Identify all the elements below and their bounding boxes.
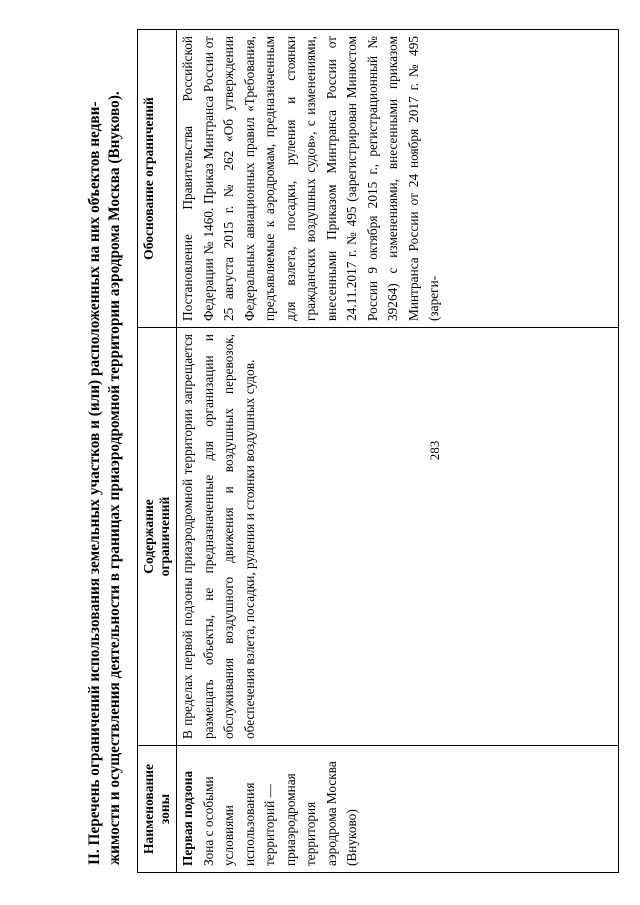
header-content: Содержание ограничений: [138, 328, 177, 746]
zone-description: Зона с особыми условиями использования территорий — приаэродромная территория аэродрома Москва (Внуково): [200, 761, 359, 866]
title-line-2: жимости и осуществления деятельности в границах приаэродромной территории аэродрома Москва (Внуково).: [106, 91, 123, 865]
title-line-1: II. Перечень ограничений использования земельных участков и (или) расположенных на них объектов недви-: [86, 101, 103, 865]
header-basis: Обоснование ограничений: [138, 30, 177, 328]
header-zone: Наименование зоны: [138, 746, 177, 873]
restrictions-table: [137, 29, 619, 873]
cell-content: В пределах первой подзоны приаэродромной территории запрещается размещать объекты, не предназначенные для организации и обслуживания воздушного движения и воздушных перевозок, обеспечения взлета, посадки, руления и стоянки воздушных судов.: [177, 328, 619, 746]
page-number: 283: [427, 440, 442, 461]
cell-zone: [177, 746, 619, 873]
zone-name: Первая подзона: [180, 770, 195, 866]
rotated-page: [85, 28, 585, 873]
table-header-row: [138, 30, 177, 873]
table-row: [177, 30, 619, 873]
document-title: [85, 35, 125, 865]
cell-basis: Постановление Правительства Российской Федерации № 1460. Приказ Минтранса России от 25 августа 2015 г. № 262 «Об утверждении Федеральных авиационных правил «Требования, предъявляемые к аэродромам, предназначенным для взлета, посадки, руления и стоянки гражданских воздушных судов», с изменениями, внесенными Приказом Минтранса России от 24.11.2017 г. № 495 (зарегистрирован Минюстом России 9 октября 2015 г., регистрационный № 39264) с изменениями, внесенными приказом Минтранса России от 24 ноября 2017 г. № 495 (зареги-: [177, 30, 619, 328]
